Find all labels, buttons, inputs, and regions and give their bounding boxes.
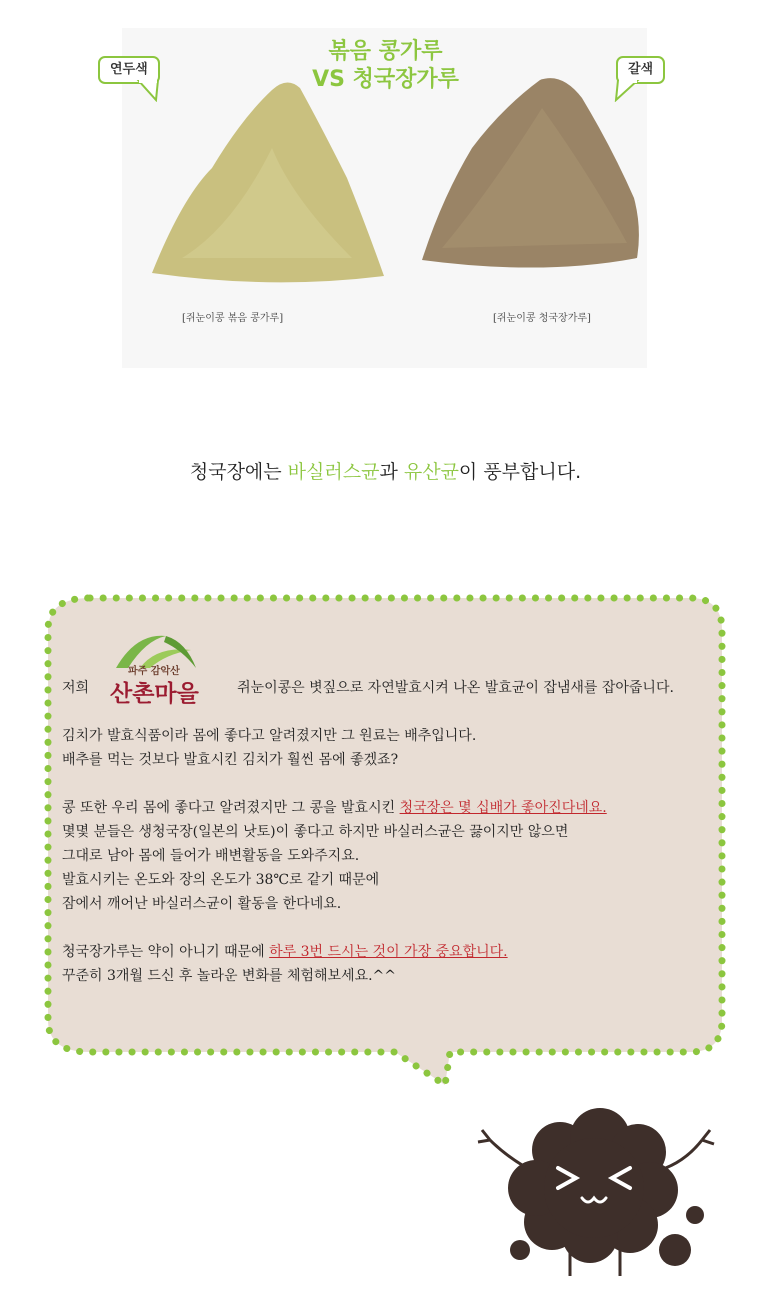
left-caption: [쥐눈이콩 볶음 콩가루] (182, 313, 284, 324)
bubble-line-7: 발효시키는 온도와 장의 온도가 38℃로 같기 때문에 (62, 872, 380, 888)
logo-title: 산촌마을 (110, 680, 199, 707)
bean-mascot (470, 1100, 730, 1290)
line1-after: 쥐눈이콩은 볏짚으로 자연발효시켜 나온 발효균이 잡냄새를 잡아줍니다. (237, 680, 674, 696)
mascot-crumb-2 (659, 1234, 691, 1266)
statement-prefix: 청국장에는 (189, 461, 288, 483)
bubble-line-5: 몇몇 분들은 생청국장(일본의 낫토)이 좋다고 하지만 바실러스균은 끓이지만 않으면 (62, 824, 569, 840)
line9-highlight: 하루 3번 드시는 것이 가장 중요합니다. (269, 944, 508, 960)
line4-before: 콩 또한 우리 몸에 좋다고 알려졌지만 그 콩을 발효시킨 (62, 800, 400, 816)
bubble-line-6: 그대로 남아 몸에 들어가 배변활동을 도와주지요. (62, 848, 360, 864)
statement-highlight-bacillus: 바실러스균 (287, 461, 380, 483)
mascot-crumb-3 (686, 1206, 704, 1224)
bubble-text (62, 676, 732, 988)
logo-subtitle: 파주 감악산 (128, 666, 180, 677)
bubble-line-3: 배추를 먹는 것보다 발효시킨 김치가 훨씬 몸에 좋겠죠? (62, 752, 399, 768)
right-caption: [쥐눈이콩 청국장가루] (493, 313, 591, 324)
bacteria-statement (0, 457, 771, 484)
left-color-tag: 연두색 (98, 56, 160, 84)
mascot-body (508, 1108, 678, 1263)
bubble-line-2: 김치가 발효식품이라 몸에 좋다고 알려졌지만 그 원료는 배추입니다. (62, 728, 477, 744)
mascot-crumb-1 (510, 1240, 530, 1260)
bubble-line-1 (62, 676, 732, 700)
headline-line-1: 볶음 콩가루 (328, 39, 443, 64)
statement-middle: 과 (379, 461, 404, 483)
statement-highlight-lactic: 유산균 (403, 461, 459, 483)
bubble-line-10: 꾸준히 3개월 드신 후 놀라운 변화를 체험해보세요.^^ (62, 968, 396, 984)
statement-suffix: 이 풍부합니다. (458, 461, 582, 483)
bubble-line-8: 잠에서 깨어난 바실러스균이 활동을 한다네요. (62, 896, 342, 912)
line9-before: 청국장가루는 약이 아니기 때문에 (62, 944, 270, 960)
line4-highlight: 청국장은 몇 십배가 좋아진다네요. (399, 800, 607, 816)
left-tag-tail (136, 80, 162, 102)
headline-line-2: VS 청국장가루 (312, 67, 459, 92)
mascot-right-arm (660, 1140, 702, 1170)
line1-before: 저희 (62, 680, 90, 696)
right-tag-tail (614, 80, 640, 102)
bubble-line-9 (62, 940, 732, 964)
right-color-tag: 갈색 (616, 56, 665, 84)
bubble-line-4 (62, 796, 732, 820)
